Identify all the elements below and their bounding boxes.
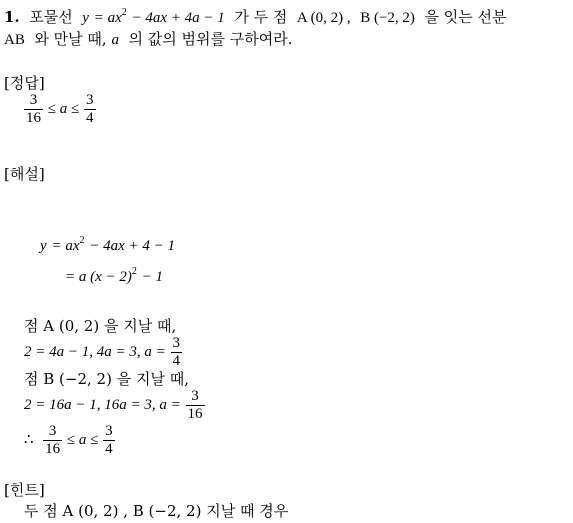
hint-text: 두 점 A (0, 2) , B (−2, 2) 지날 때 경우 [24, 502, 289, 520]
solution-step-2: 2 = 4a − 1, 4a = 3, a = $\frac{3}{4}$ [24, 334, 181, 369]
problem-point-a: A (0, 2) , [296, 10, 351, 26]
therefore-symbol: ∴ [24, 432, 34, 448]
problem-text-mid2: 을 잇는 선분 [424, 8, 507, 26]
answer-label: [정답] [4, 74, 45, 92]
solution-step-3: 점 B (−2, 2) 을 지날 때, [24, 370, 189, 388]
solution-eq-1: $y = ax^2 - 4ax + 4 - 1$ [40, 235, 176, 254]
solution-step-5: ∴ $\frac{3}{16}$ ≤ a ≤ $\frac{3}{4}$ [24, 422, 113, 457]
problem-line-1 [4, 8, 506, 27]
answer-fraction-right: $\frac{3}{4}$ [86, 91, 94, 126]
solution-step-2-fraction: $\frac{3}{4}$ [172, 334, 181, 369]
problem-segment-ab: AB [4, 32, 25, 48]
problem-number: 1. [4, 8, 20, 26]
solution-step-5-fraction-left: $\frac{3}{16}$ [45, 422, 61, 457]
problem-text-before: 포물선 [29, 8, 73, 26]
answer-fraction-left: $\frac{3}{16}$ [26, 91, 41, 126]
solution-step-4: 2 = 16a − 1, 16a = 3, a = $\frac{3}{16}$ [24, 387, 203, 422]
problem-line2-end: 의 값의 범위를 구하여라. [128, 30, 293, 48]
problem-eq-rhs: = ax [93, 10, 122, 26]
problem-line-2 [4, 30, 292, 49]
problem-text-mid1: 가 두 점 [234, 8, 288, 26]
problem-eq-exp: 2 [121, 7, 127, 18]
answer-expression [24, 90, 96, 127]
problem-eq-y: y [82, 10, 89, 26]
solution-eq-2: = a $(x - 2)^2 - 1$ [65, 266, 164, 285]
solution-label: [해설] [4, 165, 45, 183]
hint-label: [힌트] [4, 481, 45, 499]
solution-step-4-fraction: $\frac{3}{16}$ [187, 387, 203, 422]
problem-line2-text: 와 만날 때, [34, 30, 107, 48]
answer-inequality: ≤ a ≤ [47, 101, 80, 117]
problem-point-b: B (−2, 2) [360, 10, 415, 26]
problem-variable-a: a [111, 32, 119, 48]
solution-step-1: 점 A (0, 2) 을 지날 때, [24, 317, 177, 335]
problem-eq-rest: − 4ax + 4a − 1 [131, 10, 225, 26]
solution-step-5-fraction-right: $\frac{3}{4}$ [105, 422, 113, 457]
